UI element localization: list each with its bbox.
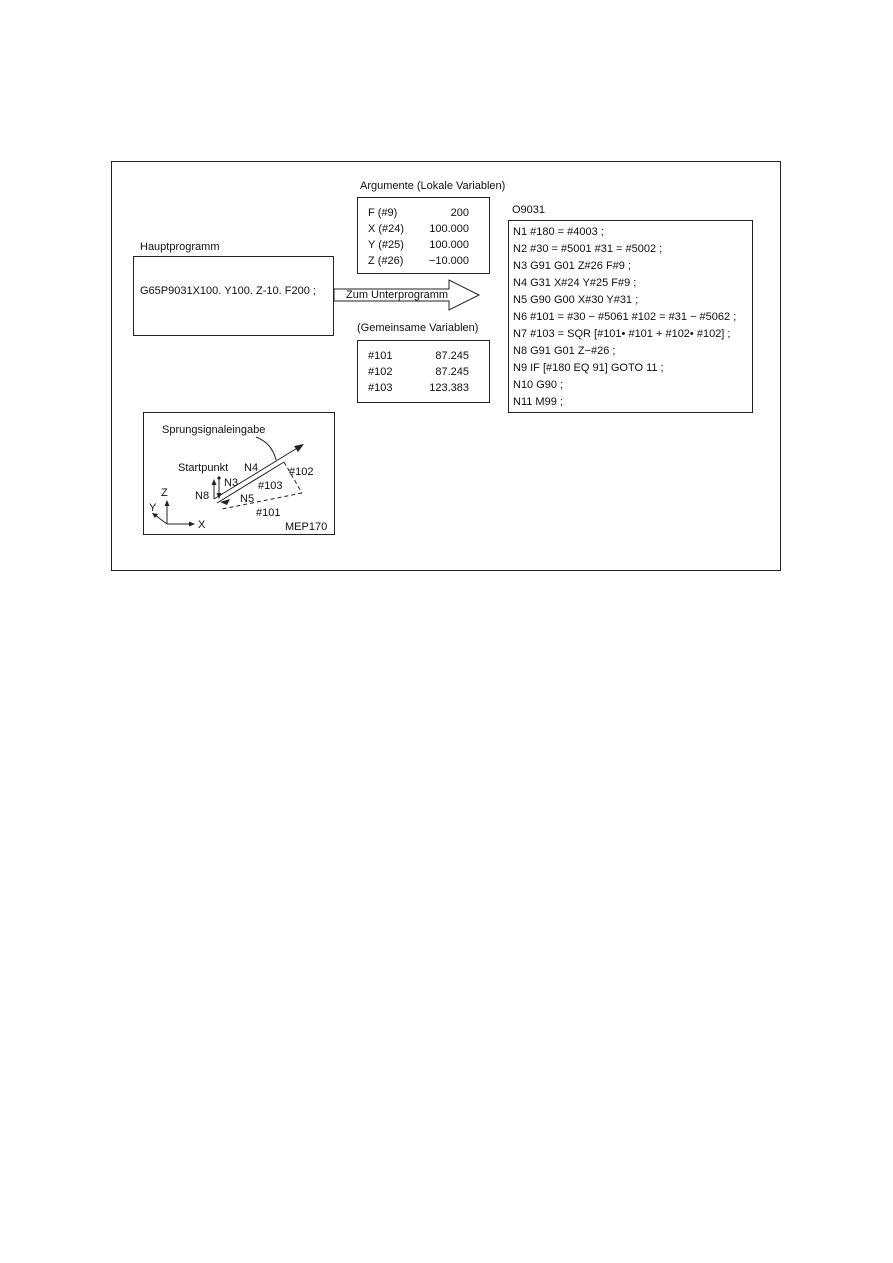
- n8-arrowhead: [212, 479, 217, 485]
- z-axis-arrowhead: [165, 500, 170, 506]
- call-arrow-label: Zum Unterprogramm: [346, 289, 449, 301]
- code-line: N11 M99 ;: [513, 396, 563, 408]
- n3-arrowhead: [217, 493, 222, 499]
- n3-label: N3: [224, 477, 239, 489]
- main-program-box: [133, 256, 334, 336]
- main-program-title: Hauptprogramm: [140, 241, 220, 253]
- code-line: N4 G31 X#24 Y#25 F#9 ;: [513, 277, 637, 289]
- axis-y-label: Y: [149, 502, 157, 514]
- motion-diagram: [143, 412, 335, 535]
- code-line: N2 #30 = #5001 #31 = #5002 ;: [513, 243, 663, 255]
- code-line: N5 G90 G00 X#30 Y#31 ;: [513, 294, 639, 306]
- argument-value: 100.000: [429, 239, 469, 251]
- skip-signal-leader: [256, 437, 276, 460]
- n8-label: N8: [195, 490, 210, 502]
- argument-label: X (#24): [368, 223, 405, 235]
- argument-label: F (#9): [368, 207, 398, 219]
- code-line: N9 IF [#180 EQ 91] GOTO 11 ;: [513, 362, 664, 374]
- subprogram-box: [508, 220, 753, 413]
- code-line: N6 #101 = #30 − #5061 #102 = #31 − #5062 ;: [513, 311, 737, 323]
- x-axis-arrowhead: [189, 522, 195, 527]
- common-var-label: #103: [368, 382, 393, 394]
- common-var-value: 123.383: [429, 382, 469, 394]
- argument-value: −10.000: [428, 255, 469, 267]
- motion-diagram-drawing: [144, 413, 334, 534]
- common-var-label: #101: [368, 350, 393, 362]
- n4-label: N4: [244, 462, 259, 474]
- arguments-box: [357, 197, 490, 274]
- code-line: N7 #103 = SQR [#101• #101 + #102• #102] ;: [513, 328, 731, 340]
- v101-label: #101: [256, 507, 281, 519]
- code-line: N1 #180 = #4003 ;: [513, 226, 604, 238]
- main-program-call: G65P9031X100. Y100. Z-10. F200 ;: [140, 285, 316, 297]
- argument-value: 200: [450, 207, 469, 219]
- n4-arrowhead: [294, 444, 304, 452]
- v103-label: #103: [258, 480, 283, 492]
- skip-signal-label: Sprungsignaleingabe: [162, 424, 266, 436]
- subprogram-title: O9031: [512, 204, 546, 216]
- n5-label: N5: [240, 493, 255, 505]
- axis-x-label: X: [198, 519, 206, 531]
- y-axis: [155, 515, 167, 524]
- code-line: N8 G91 G01 Z−#26 ;: [513, 345, 616, 357]
- v102-label: #102: [289, 466, 314, 478]
- arguments-title: Argumente (Lokale Variablen): [360, 180, 506, 192]
- common-var-value: 87.245: [435, 350, 469, 362]
- argument-label: Z (#26): [368, 255, 404, 267]
- code-line: N3 G91 G01 Z#26 F#9 ;: [513, 260, 632, 272]
- figure-id: MEP170: [285, 521, 328, 533]
- common-vars-box: [357, 340, 490, 403]
- argument-label: Y (#25): [368, 239, 404, 251]
- axis-z-label: Z: [161, 487, 168, 499]
- code-line: N10 G90 ;: [513, 379, 564, 391]
- start-point-label: Startpunkt: [178, 462, 229, 474]
- common-var-value: 87.245: [435, 366, 469, 378]
- argument-value: 100.000: [429, 223, 469, 235]
- common-var-label: #102: [368, 366, 393, 378]
- common-vars-title: (Gemeinsame Variablen): [357, 322, 479, 334]
